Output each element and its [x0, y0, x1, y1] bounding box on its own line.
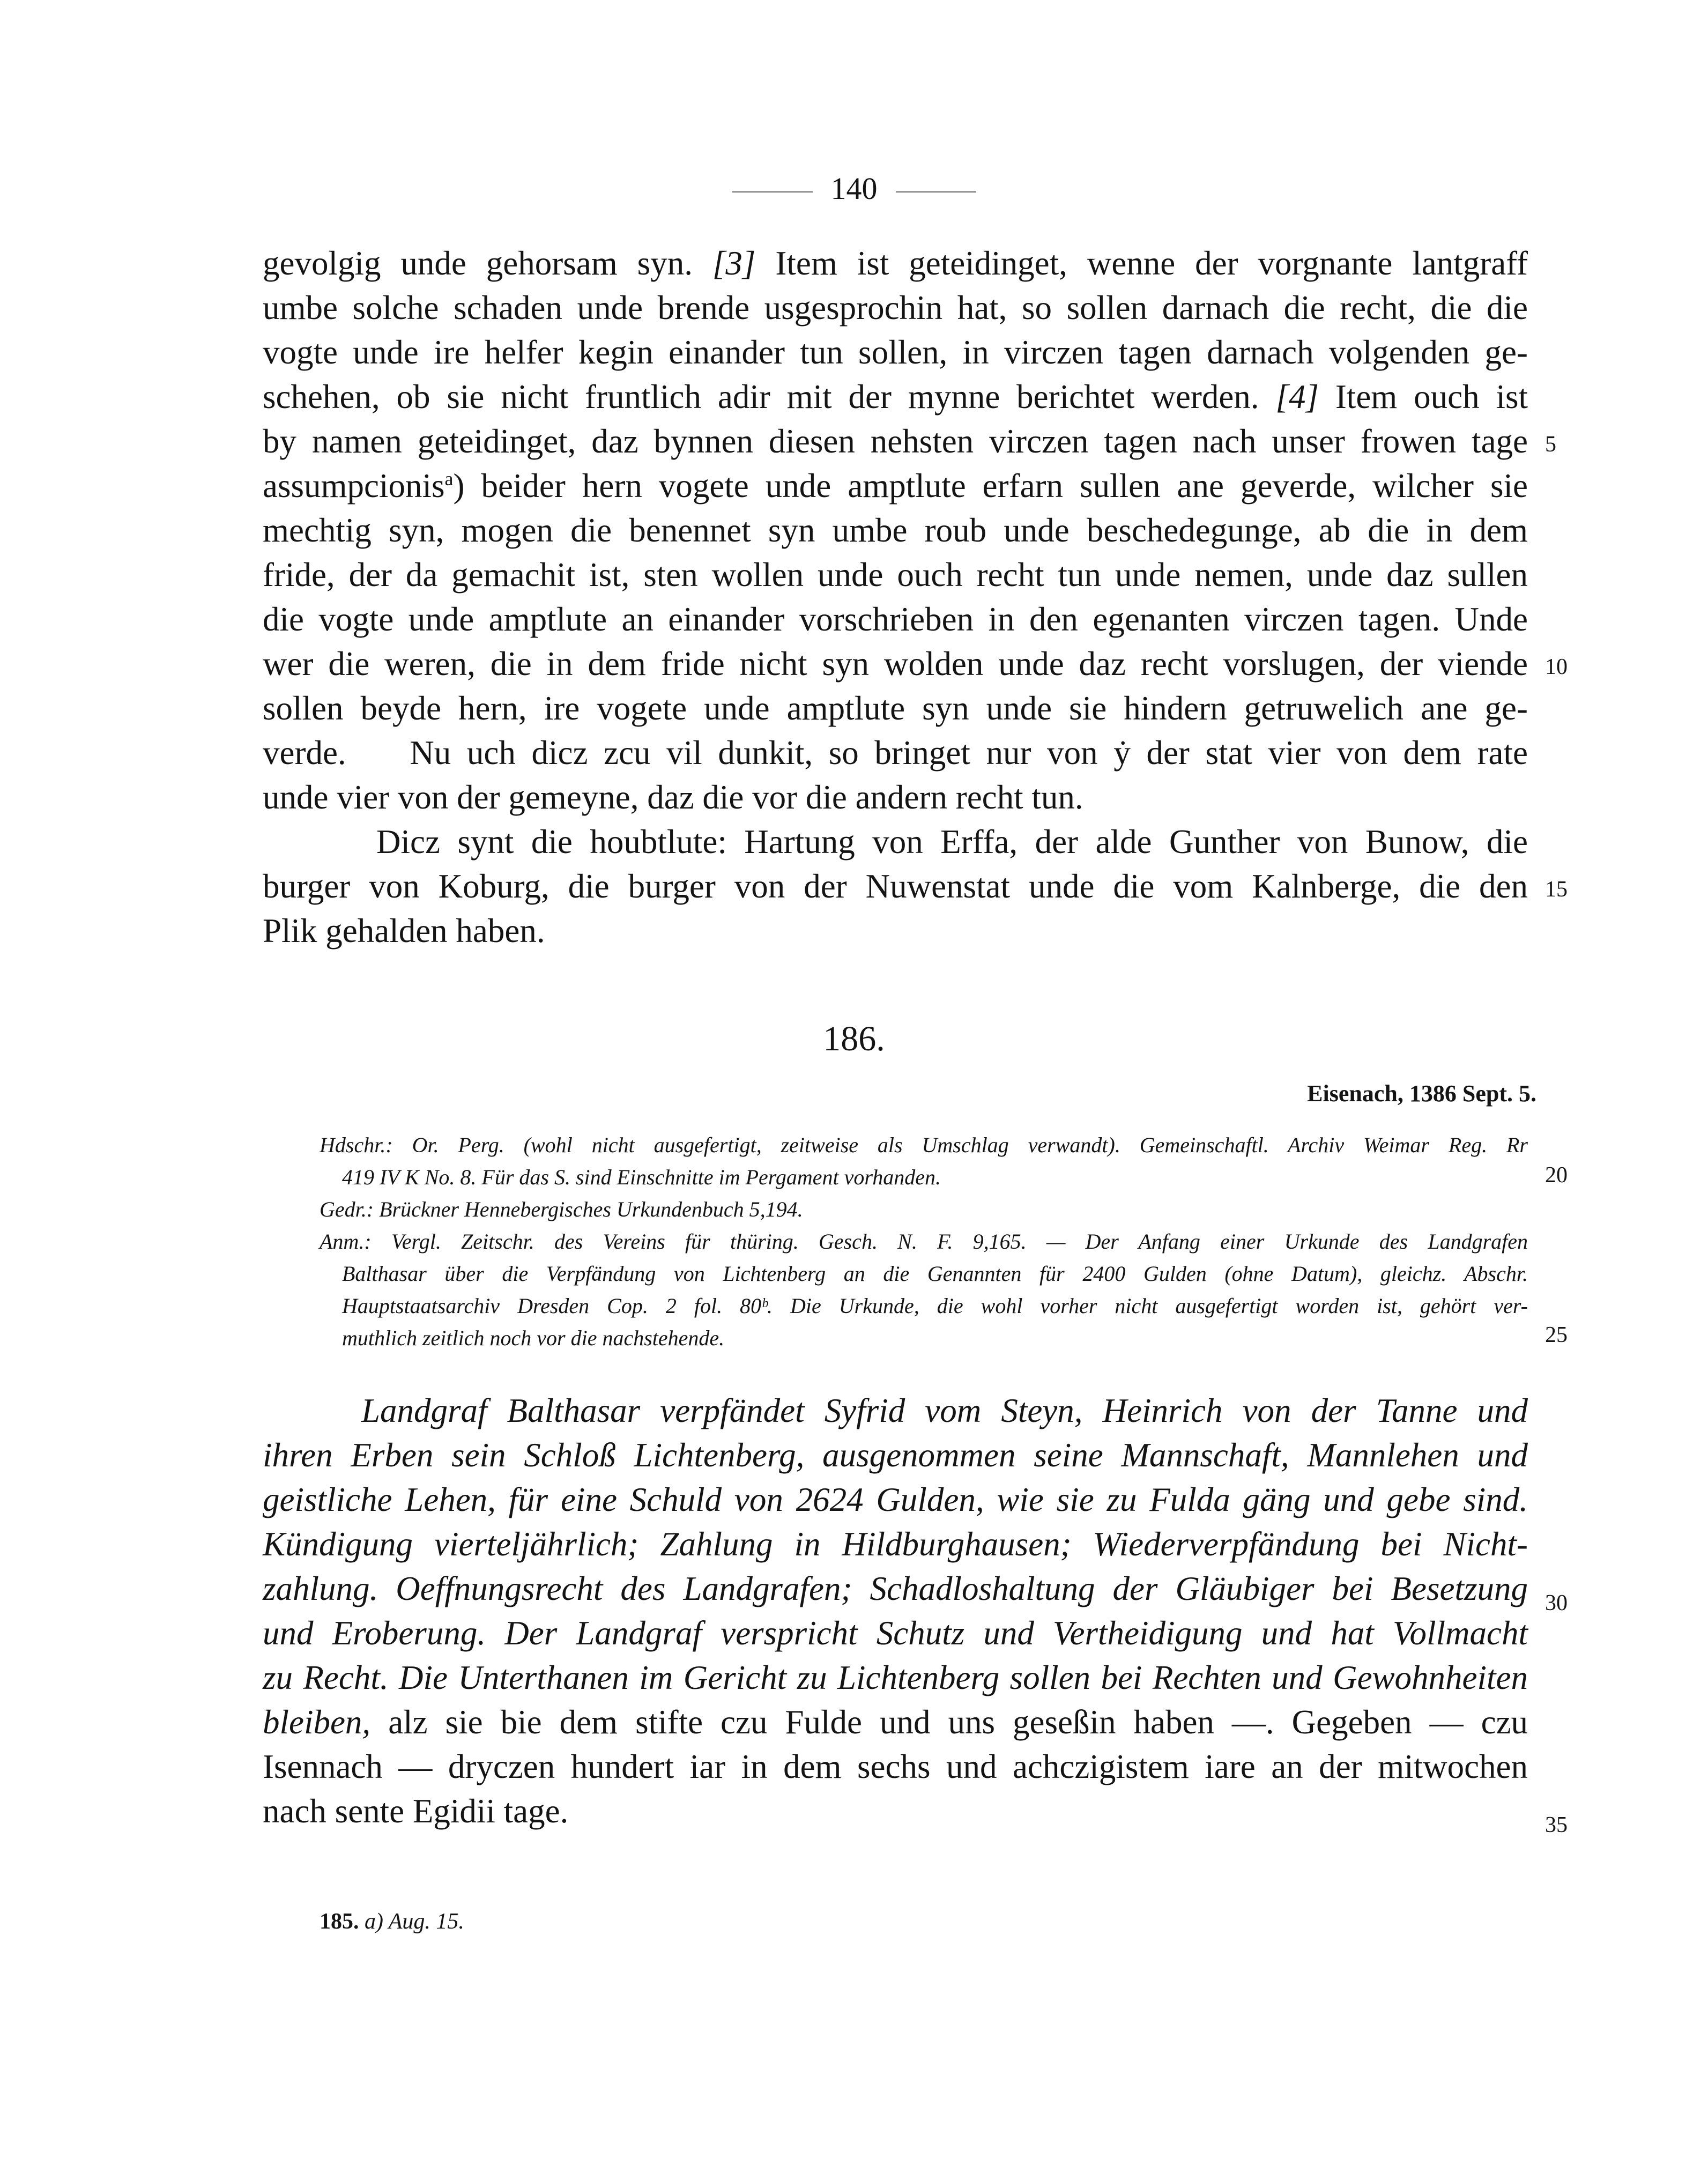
- body-line: umbe solche schaden unde brende usgesprochin hat, so sollen darnach die recht, die die: [263, 289, 1528, 327]
- body-line: assumpcionis$^a$) beider hern vogete unde amptlute erfarn sullen ane geverde, wilcher sie: [263, 467, 1528, 505]
- note-line: Gedr.: Brückner Hennebergisches Urkundenbuch 5,194.: [320, 1197, 803, 1221]
- line-number: 5: [1545, 432, 1556, 457]
- line-number: 35: [1545, 1813, 1568, 1837]
- line-number: 25: [1545, 1323, 1568, 1347]
- page-number: 140: [830, 171, 878, 206]
- body-line: fride, der da gemachit ist, sten wollen unde ouch recht tun unde nemen, unde daz sullen: [263, 556, 1528, 594]
- body-line: verde. Nu uch dicz zcu vil dunkit, so bringet nur von ẏ der stat vier von dem rate: [263, 734, 1528, 772]
- regest-line: geistliche Lehen, für eine Schuld von 2624 Gulden, wie sie zu Fulda gäng und gebe sind.: [263, 1481, 1528, 1518]
- regest-line: Kündigung vierteljährlich; Zahlung in Hildburghausen; Wiederverpfändung bei Nicht-: [263, 1525, 1528, 1563]
- document-number: 186.: [823, 1019, 885, 1058]
- body-line: burger von Koburg, die burger von der Nuwenstat unde die vom Kalnberge, die den: [263, 867, 1528, 905]
- footnote-marker: a: [444, 468, 454, 490]
- note-line: Balthasar über die Verpfändung von Lichtenberg an die Genannten für 2400 Gulden (ohne Datum), gleichz. Abschr.: [342, 1262, 1528, 1286]
- regest-line: nach sente Egidii tage.: [263, 1792, 569, 1830]
- note-line: muthlich zeitlich noch vor die nachstehende.: [342, 1326, 725, 1350]
- note-line: 419 IV K No. 8. Für das S. sind Einschnitte im Pergament vorhanden.: [342, 1165, 941, 1189]
- line-number: 10: [1545, 655, 1568, 679]
- regest-line: zahlung. Oeffnungsrecht des Landgrafen; Schadloshaltung der Gläubiger bei Besetzung: [263, 1570, 1528, 1607]
- header-dash-left: [732, 191, 813, 192]
- note-line: Hauptstaatsarchiv Dresden Cop. 2 fol. 80ᵇ. Die Urkunde, die wohl vorher nicht ausgefertigt worden ist, gehört ver-: [342, 1294, 1528, 1318]
- regest-line: Landgraf Balthasar verpfändet Syfrid vom Steyn, Heinrich von der Tanne und: [361, 1392, 1528, 1429]
- body-line: die vogte unde amptlute an einander vorschrieben in den egenanten virczen tagen. Unde: [263, 600, 1528, 638]
- body-line: sollen beyde hern, ire vogete unde amptlute syn unde sie hindern getruwelich ane ge-: [263, 689, 1528, 727]
- regest-line: zu Recht. Die Unterthanen im Gericht zu Lichtenberg sollen bei Rechten und Gewohnheiten: [263, 1659, 1528, 1696]
- body-line: Plik gehalden haben.: [263, 912, 545, 950]
- footnote: [320, 1909, 464, 1934]
- footnote-ref: 185.: [320, 1909, 359, 1934]
- body-line: mechtig syn, mogen die benennet syn umbe roub unde beschedegunge, ab die in dem: [263, 511, 1528, 549]
- regest-line: Isennach — dryczen hundert iar in dem sechs und achczigistem iare an der mitwochen: [263, 1748, 1528, 1785]
- body-line: wer die weren, die in dem fride nicht syn wolden unde daz recht vorslugen, der viende: [263, 645, 1528, 683]
- body-line: schehen, ob sie nicht fruntlich adir mit der mynne berichtet werden. [4] Item ouch ist: [263, 378, 1528, 416]
- line-number: 30: [1545, 1591, 1568, 1615]
- body-text: [263, 241, 1528, 953]
- place-date: Eisenach, 1386 Sept. 5.: [1307, 1080, 1536, 1107]
- body-line: by namen geteidinget, daz bynnen diesen nehsten virczen tagen nach unser frowen tage: [263, 422, 1528, 460]
- regest-line: und Eroberung. Der Landgraf verspricht Schutz und Vertheidigung und hat Vollmacht: [263, 1614, 1528, 1652]
- page-header: [0, 170, 1708, 206]
- regest-line: bleiben, alz sie bie dem stifte czu Fulde und uns geseßin haben —. Gegeben — czu: [263, 1703, 1528, 1741]
- regest-line: ihren Erben sein Schloß Lichtenberg, ausgenommen seine Mannschaft, Mannlehen und: [263, 1436, 1528, 1474]
- note-line: Hdschr.: Or. Perg. (wohl nicht ausgefertigt, zeitweise als Umschlag verwandt). Gemeinschaftl. Archiv Weimar Reg. Rr: [320, 1133, 1528, 1157]
- body-line: Dicz synt die houbtlute: Hartung von Erffa, der alde Gunther von Bunow, die: [376, 823, 1528, 861]
- body-line: unde vier von der gemeyne, daz die vor die andern recht tun.: [263, 778, 1083, 816]
- body-line: gevolgig unde gehorsam syn. [3] Item ist geteidinget, wenne der vorgnante lantgraff: [263, 244, 1528, 282]
- editorial-notes: [320, 1129, 1528, 1354]
- body-line: vogte unde ire helfer kegin einander tun sollen, in virczen tagen darnach volgenden ge-: [263, 333, 1528, 371]
- line-number: 20: [1545, 1163, 1568, 1188]
- footnote-text: a) Aug. 15.: [365, 1909, 464, 1934]
- regest: [263, 1389, 1528, 1834]
- header-dash-right: [896, 191, 976, 192]
- note-line: Anm.: Vergl. Zeitschr. des Vereins für thüring. Gesch. N. F. 9,165. — Der Anfang einer Urkunde des Landgrafen: [320, 1229, 1528, 1254]
- line-number: 15: [1545, 877, 1568, 902]
